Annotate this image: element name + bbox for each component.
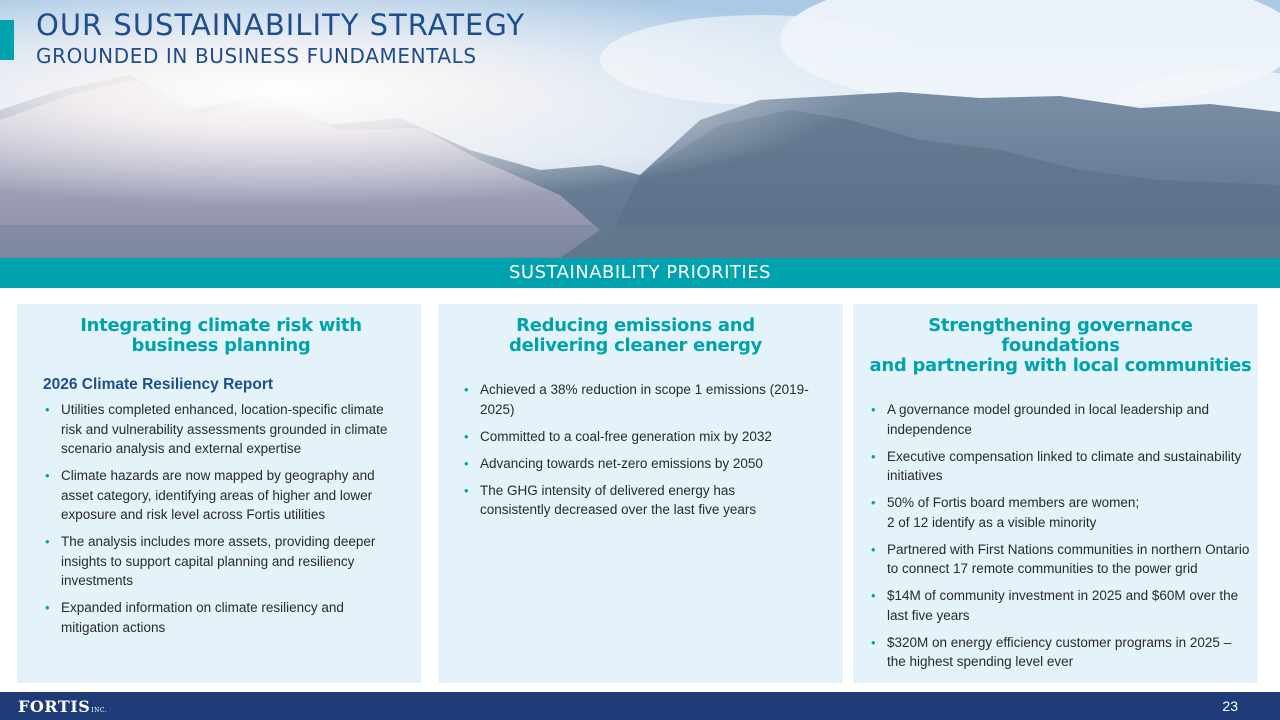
priority-card-climate-risk <box>17 304 421 683</box>
page-number: 23 <box>1222 698 1238 714</box>
bullet-list <box>869 400 1252 672</box>
list-item: • Executive compensation linked to climate and sustainability initiatives <box>869 447 1252 486</box>
logo-suffix: INC. <box>91 707 108 714</box>
logo-text: FORTIS <box>18 697 91 716</box>
priority-card-governance <box>853 304 1258 683</box>
fortis-logo <box>18 697 107 716</box>
bullet-list <box>462 380 809 520</box>
list-item: • The analysis includes more assets, providing deeper insights to support capital planning and resiliency investments <box>43 532 399 591</box>
list-item: • A governance model grounded in local leadership and independence <box>869 400 1252 439</box>
list-item: • Partnered with First Nations communities in northern Ontario to connect 17 remote communities to the power grid <box>869 540 1252 579</box>
list-item <box>869 493 1252 532</box>
list-item: • Committed to a coal-free generation mix by 2032 <box>462 427 809 447</box>
card-heading-line: business planning <box>131 335 311 356</box>
card-heading <box>462 316 809 356</box>
card-heading-line: Strengthening governance foundations <box>928 315 1193 356</box>
bullet-list <box>43 400 399 637</box>
card-heading-line: Integrating climate risk with <box>80 315 362 336</box>
priority-card-emissions <box>438 304 843 683</box>
section-band: SUSTAINABILITY PRIORITIES <box>0 258 1280 288</box>
list-item: • Achieved a 38% reduction in scope 1 emissions (2019-2025) <box>462 380 809 419</box>
title-accent-bar <box>0 20 14 60</box>
list-item: • Expanded information on climate resiliency and mitigation actions <box>43 598 399 637</box>
list-item: • $14M of community investment in 2025 and $60M over the last five years <box>869 586 1252 625</box>
list-item-line: 2 of 12 identify as a visible minority <box>887 514 1097 530</box>
card-heading <box>43 316 399 356</box>
card-heading-line: Reducing emissions and <box>516 315 755 336</box>
card-heading-line: and partnering with local communities <box>869 355 1252 376</box>
footer-bar <box>0 692 1280 720</box>
page-title: OUR SUSTAINABILITY STRATEGY <box>36 8 526 42</box>
page-subtitle: GROUNDED IN BUSINESS FUNDAMENTALS <box>36 44 477 68</box>
list-item: • Climate hazards are now mapped by geography and asset category, identifying areas of higher and lower exposure and risk level across Fortis utilities <box>43 466 399 525</box>
list-item: • The GHG intensity of delivered energy has consistently decreased over the last five years <box>462 481 809 520</box>
list-item: • Advancing towards net-zero emissions by 2050 <box>462 454 809 474</box>
list-item: • $320M on energy efficiency customer programs in 2025 – the highest spending level ever <box>869 633 1252 672</box>
card-heading <box>869 316 1252 376</box>
card-subheading: 2026 Climate Resiliency Report <box>43 376 274 393</box>
card-heading-line: delivering cleaner energy <box>509 335 762 356</box>
list-item: • Utilities completed enhanced, location-specific climate risk and vulnerability assessments grounded in climate scenario analysis and external expertise <box>43 400 399 459</box>
list-item-line: 50% of Fortis board members are women; <box>887 495 1140 510</box>
hero-image <box>0 0 1280 258</box>
